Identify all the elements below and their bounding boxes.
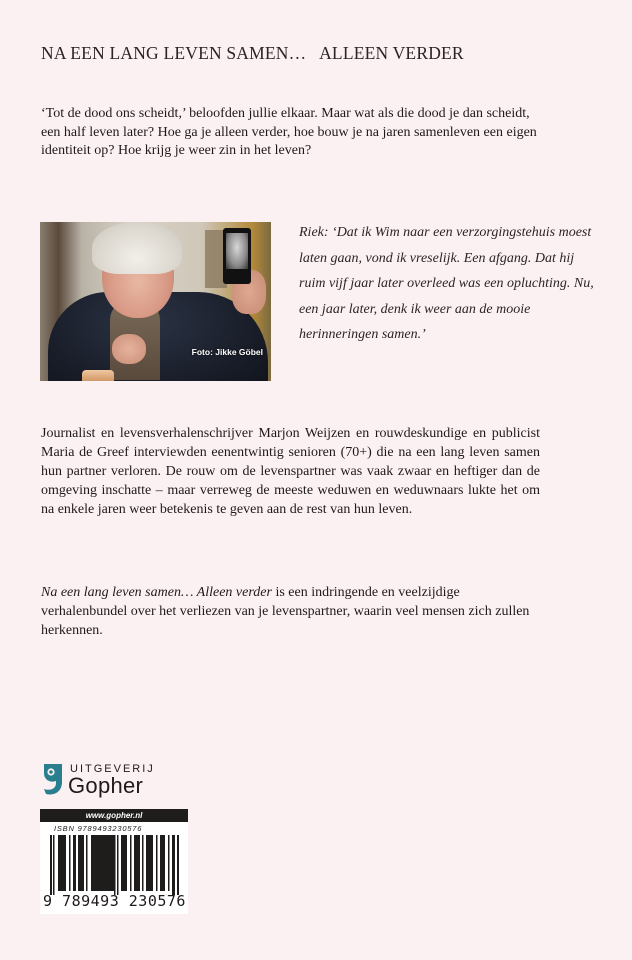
photo-hair [92,222,182,274]
isbn-digits: 9 789493 230576 [43,892,186,910]
book-title-italic: Na een lang leven samen… Alleen verder [41,585,272,600]
photo-cup [82,370,114,381]
pull-quote: Riek: ‘Dat ik Wim naar een verzorgingstehuis moest laten gaan, vond ik vreselijk. Een afgang. Dat hij ruim vijf jaar later overleed was een opluchting. Nu, een jaar later, denk ik weer aan de mooie herinneringen samen.’ [299,225,594,342]
book-title: NA EEN LANG LEVEN SAMEN… ALLEEN VERDER [41,43,464,63]
cover-photo [40,222,271,381]
isbn-label: ISBN 9789493230576 [54,824,143,833]
body-paragraph-2 [41,583,540,640]
publisher-name: Gopher [68,773,144,798]
photo-credit: Foto: Jikke Göbel [191,347,263,357]
body-paragraph-1: Journalist en levensverhalenschrijver Marjon Weijzen en rouwdeskundige en publicist Maria de Greef interviewden eenentwintig senioren (70+) die na een lang leven samen hun partner verloren. De rouw om de levenspartner was vaak zwaar en heftiger dan de omgeving inschatte – maar verreweg de meeste weduwen en weduwnaars lukte het om na enkele jaren weer betekenis te geven aan de rest van hun leven. [41,426,540,517]
barcode-bars-icon [50,835,180,895]
publisher-logo [40,762,180,802]
publisher-url: www.gopher.nl [40,809,188,822]
photo-hand-left [112,334,146,364]
body-paragraph-2-text: is een indringende en veelzijdige verhalenbundel over het verliezen van je levenspartner, waarin veel mensen zich zullen herkennen. [41,585,530,638]
isbn-barcode [40,822,188,914]
publisher-label: UITGEVERIJ [70,763,155,775]
photo-phone [223,228,251,284]
phone-screen [226,233,248,269]
intro-paragraph: ‘Tot de dood ons scheidt,’ beloofden jullie elkaar. Maar wat als die dood je dan scheidt, een half leven later? Hoe ga je alleen verder, hoe bouw je na jaren samenleven een eigen identiteit op? Hoe krijg je weer zin in het leven? [41,106,537,158]
gopher-g-icon [40,762,66,798]
